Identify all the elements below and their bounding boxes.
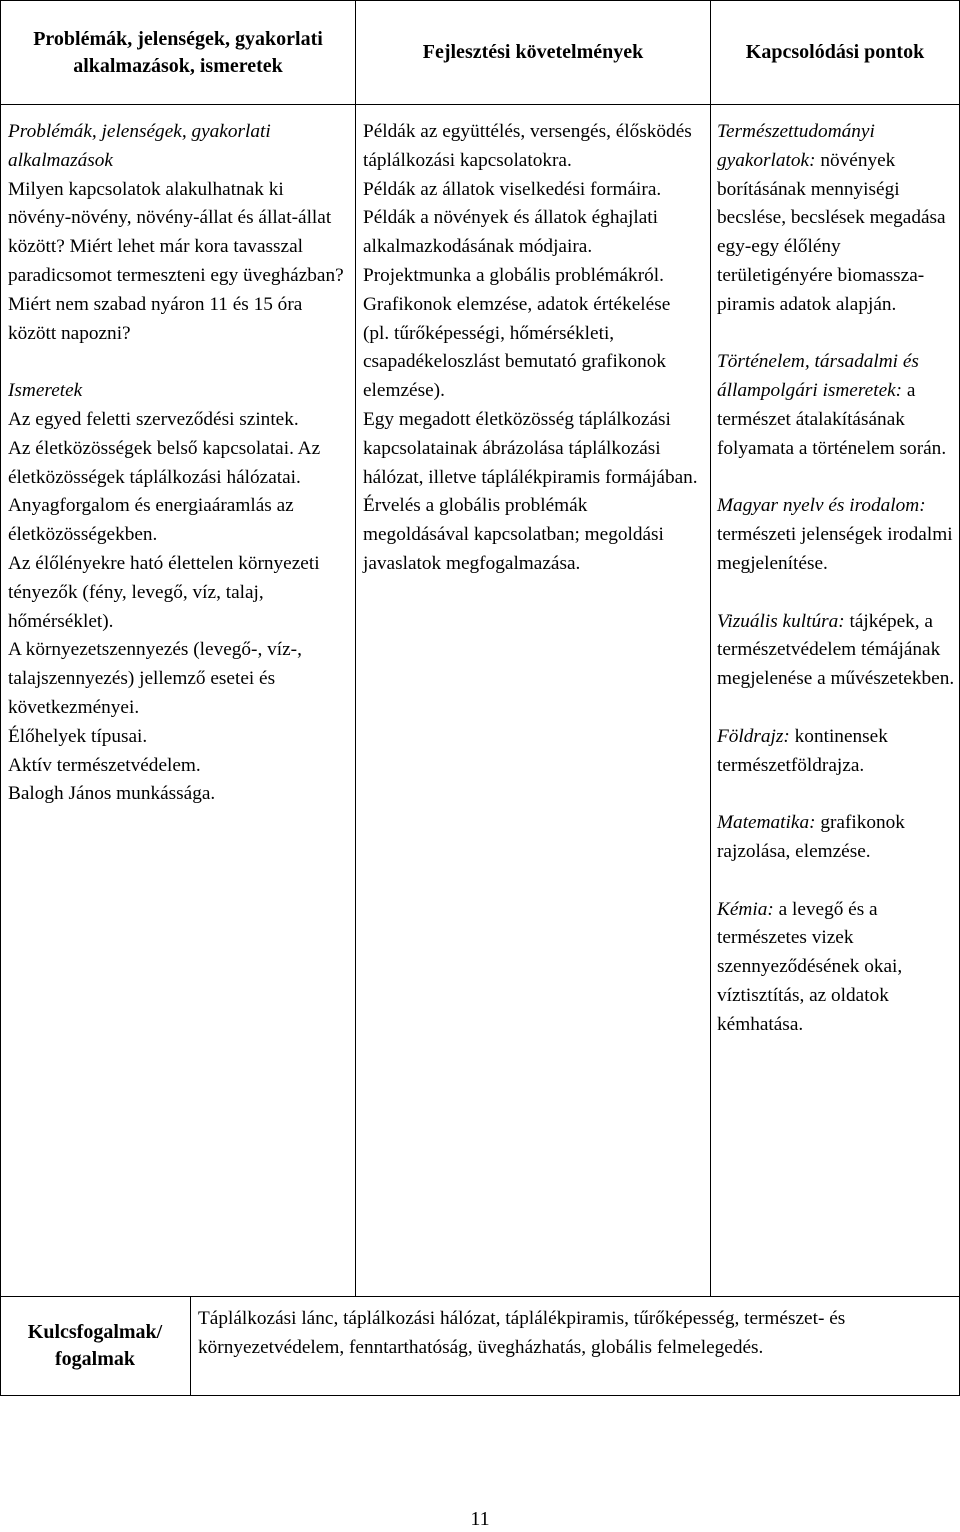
link-subject: Történelem, társadalmi és állampolgári ismeretek: — [717, 351, 919, 402]
requirement-item: Egy megadott életközösség táplálkozási kapcsolatainak ábrázolása táplálkozási hálózat, illetve táplálékpiramis formájában. — [363, 408, 698, 488]
table-border-left — [0, 1, 1, 1296]
link-text: a természet átalakításának folyamata a történelem során. — [717, 380, 947, 459]
link-subject: Matematika: — [717, 812, 816, 834]
keywords-label — [0, 1297, 190, 1395]
link-text: tájképek, a természetvédelem témájának megjelenése a művészetekben. — [717, 610, 955, 690]
keywords-label-text: Kulcsfogalmak/ fogalmak — [27, 1321, 163, 1370]
page-number: 11 — [470, 1508, 490, 1530]
knowledge-heading: Ismeretek — [8, 380, 83, 402]
knowledge-item: Az egyed feletti szerveződési szintek. — [8, 408, 299, 430]
requirement-item: Érvelés a globális problémák megoldásával kapcsolatban; megoldási javaslatok megfogalmazása. — [363, 495, 664, 574]
requirement-item: Példák a növények és állatok éghajlati alkalmazkodásának módjaira. — [363, 207, 659, 258]
knowledge-item: Az élőlényekre ható élettelen környezeti tényezők (fény, levegő, víz, talaj, hőmérséklet). — [8, 552, 320, 632]
requirement-item: Grafikonok elemzése, adatok értékelése (pl. tűrőképességi, hőmérsékleti, csapadékeloszlást bemutató grafikonok elemzése). — [363, 293, 671, 402]
column-3-content — [717, 118, 955, 1040]
column-header-2-text: Fejlesztési követelmények — [422, 41, 644, 63]
link-subject: Magyar nyelv és irodalom: — [717, 495, 926, 517]
column-divider-1 — [355, 1, 356, 1296]
keywords-row — [0, 1297, 960, 1396]
column-2-content — [363, 118, 698, 579]
column-header-3 — [716, 1, 954, 104]
link-subject: Vizuális kultúra: — [717, 610, 845, 632]
requirement-item: Projektmunka a globális problémákról. — [363, 264, 664, 286]
column-divider-2 — [710, 1, 711, 1296]
link-item — [717, 608, 955, 694]
keywords-text: Táplálkozási lánc, táplálkozási hálózat, táplálékpiramis, tűrőképesség, természet- és környezetvédelem, fenntarthatóság, üvegházhatás, globális felmelegedés. — [198, 1308, 846, 1358]
link-item — [717, 723, 955, 781]
knowledge-item: Élőhelyek típusai. — [8, 725, 148, 747]
knowledge-item: Balogh János munkássága. — [8, 783, 216, 805]
requirement-item: Példák az együttélés, versengés, élősködés táplálkozási kapcsolatokra. — [363, 121, 692, 171]
column-header-1 — [8, 1, 348, 104]
problems-text: Milyen kapcsolatok alakulhatnak ki növény-növény, növény-állat és állat-állat között? Miért lehet már kora tavasszal paradicsomot termeszteni egy üvegházban? Miért nem szabad nyáron 11 és 15 óra között napozni? — [8, 178, 344, 344]
column-1-content — [8, 118, 346, 809]
link-item — [717, 118, 955, 320]
link-text: a levegő és a természetes vizek szennyeződésének okai, víztisztítás, az oldatok kémhatása. — [717, 898, 903, 1035]
link-subject: Földrajz: — [717, 725, 790, 747]
problems-heading: Problémák, jelenségek, gyakorlati alkalmazások — [8, 121, 271, 171]
knowledge-item: Anyagforgalom és energiaáramlás az életközösségekben. — [8, 495, 294, 546]
keywords-divider — [190, 1297, 191, 1395]
knowledge-item: Az életközösségek belső kapcsolatai. Az életközösségek táplálkozási hálózatai. — [8, 437, 321, 488]
link-subject: Kémia: — [717, 898, 774, 920]
link-text: növények borításának mennyiségi becslése, becslések megadása egy-egy élőlény területigényére biomassza-piramis adatok alapján. — [717, 149, 946, 315]
knowledge-item: Aktív természetvédelem. — [8, 754, 201, 776]
link-text: grafikonok rajzolása, elemzése. — [717, 812, 905, 862]
link-item — [717, 492, 955, 578]
header-divider — [0, 104, 960, 105]
column-header-1-text: Problémák, jelenségek, gyakorlati alkalmazások, ismeretek — [33, 27, 323, 77]
link-text: kontinensek természetföldrajza. — [717, 725, 888, 776]
requirement-item: Példák az állatok viselkedési formáira. — [363, 178, 662, 200]
column-header-2 — [363, 1, 703, 104]
column-header-3-text: Kapcsolódási pontok — [745, 41, 925, 63]
link-text: természeti jelenségek irodalmi megjelenítése. — [717, 524, 953, 574]
link-item — [717, 896, 955, 1040]
link-subject: Természettudományi gyakorlatok: — [717, 121, 875, 171]
link-item — [717, 809, 955, 867]
knowledge-item: A környezetszennyezés (levegő-, víz-, talajszennyezés) jellemző esetei és következményei. — [8, 639, 302, 718]
link-item — [717, 348, 955, 463]
